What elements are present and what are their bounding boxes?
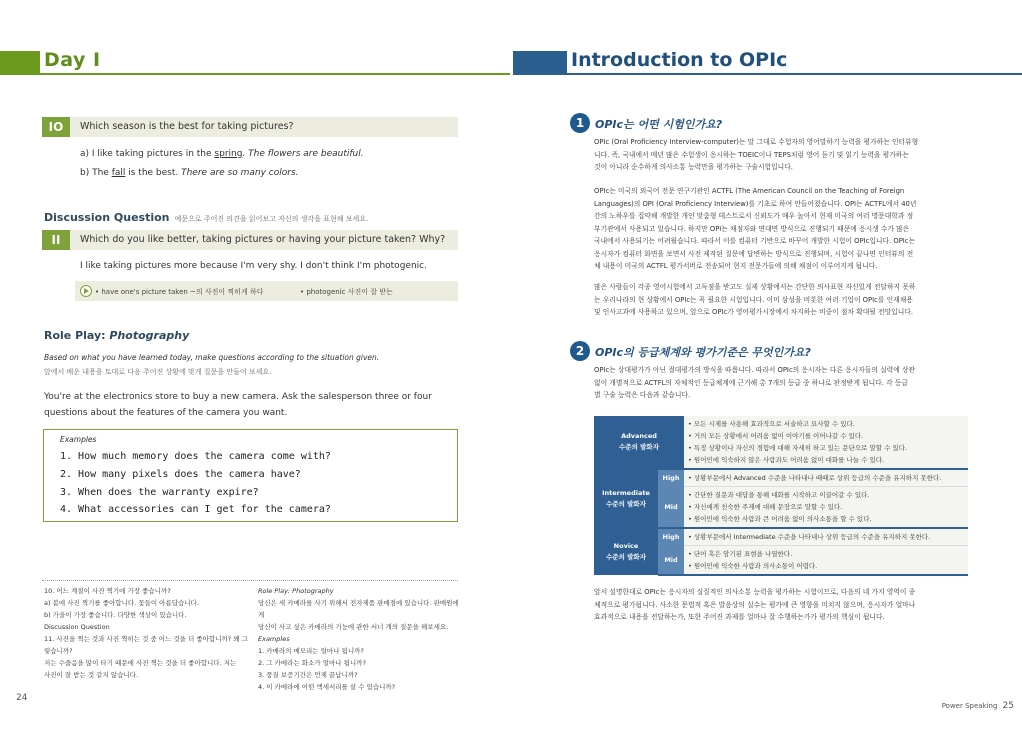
grade-desc-novice-high: • 상황부문에서 Intermediate 수준을 나타내나 상위 등급의 수준을 유지하지 못한다.	[684, 528, 968, 546]
footnote-line: 3. 품질 보증기간은 언제 끝납니까?	[258, 671, 358, 679]
example-4: 4. What accessories can I get for the camera?	[60, 504, 331, 515]
grade-label-novice: Novice 수준의 발화자	[594, 528, 658, 575]
roleplay-instruction-en: Based on what you have learned today, make questions according to the situation given.	[44, 353, 380, 362]
answer-a-keyword: spring	[214, 149, 243, 159]
footnote-line: 10. 어느 계절이 사진 찍기에 가장 좋습니까?	[44, 587, 171, 595]
grade-table	[594, 416, 968, 576]
footnote-line: 렇습니까?	[44, 647, 73, 655]
answer-a: a) I like taking pictures in the spring. The flowers are beautiful.	[80, 149, 364, 159]
section-2-conclusion: 앞서 설명한대로 OPIc는 응시자의 실질적인 의사소통 능력을 평가하는 시험이므로, 다음의 네 가지 영역이 종 체적으로 평가됩니다. 사소한 문법적 혹은 발음상의 실수는 평가에 큰 영향을 미치지 않으며, 응시자가 얼마나 효과적으로 내용을 전달하는가, 또한 주어진 과제를 얼마나 잘 수행하는가가 평가의 핵심이 됩니다.	[594, 588, 916, 621]
roleplay-situation-line-2: questions about the features of the camera you want.	[44, 408, 288, 418]
footer-brand: Power Speaking	[941, 702, 998, 710]
footnotes-column-2	[258, 585, 463, 693]
intro-header-bar	[513, 51, 567, 75]
sublevel-high: High	[658, 469, 684, 487]
footnote-line: Discussion Question	[44, 623, 110, 631]
page-number-right: 25	[1002, 701, 1014, 711]
grade-desc-novice-mid: • 단어 혹은 암기된 표현을 나열한다. • 원어민에 익숙한 사람과 의사소통이 어렵다.	[684, 546, 968, 576]
question-10-text: Which season is the best for taking pictures?	[80, 121, 294, 132]
intro-title: Introduction to OPIc	[571, 49, 788, 71]
day-header-rule	[40, 73, 510, 75]
vocab-item-1: • have one's picture taken ~의 사진이 찍히게 하다	[95, 288, 264, 296]
question-11-text: Which do you like better, taking pictures or having your picture taken? Why?	[80, 234, 446, 245]
section-1-number: 1	[570, 113, 590, 133]
roleplay-situation-line-1: You're at the electronics store to buy a new camera. Ask the salesperson three or four	[44, 392, 432, 402]
example-3: 3. When does the warranty expire?	[60, 487, 259, 498]
grade-desc-intermediate-high: • 상황부문에서 Advanced 수준을 나타내나 때때로 상위 등급의 수준을 유지하지 못한다.	[684, 469, 968, 487]
footnote-line: Role Play: Photography	[258, 587, 334, 595]
section-2-title: OPIc의 등급체계와 평가기준은 무엇인가요?	[595, 346, 811, 359]
footnote-divider	[42, 580, 458, 581]
answer-b: b) The fall is the best. There are so many colors.	[80, 168, 299, 178]
answer-b-keyword: fall	[111, 168, 126, 178]
section-1-paragraph-2: OPIc는 미국의 외국어 전문 연구기관인 ACTFL (The American Council on the Teaching of Foreign Languages)의 OPI (Oral Proficiency Interview)를 기초로 하여 만들어졌습니다. OPI는 ACTFL에서 40년 간의 노하우를 집약해 개발한 개인 맞춤형 테스트로서 신뢰도가 매우 높아서 현재 미국의 여러 명문대학과 정 부기관에서 사용되고 있습니다. 하지만 OPI는 채점자와 면대면 방식으로 진행되기 때문에 응시생 수가 많은 국내에서 사용되기는 어려웠습니다. 따라서 이를 컴퓨터 기반으로 바꾸어 개발한 시험이 OPIc입니다. OPIc는 응시자가 컴퓨터 화면을 보면서 사전 제작된 질문에 답변하는 방식으로 진행되며, 시험이 끝나면 인터뷰의 전 체 내용이 미국의 ACTFL 평가서버로 전송되어 현지 전문가들에 의해 채점이 이루어지게 됩니다.	[594, 187, 917, 270]
footnote-line: 저는 수줍음을 많이 타기 때문에 사진 찍는 것을 더 좋아합니다. 저는	[44, 659, 237, 667]
intro-header-rule	[567, 73, 1022, 75]
sublevel-mid: Mid	[658, 487, 684, 529]
section-1-title: OPIc는 어떤 시험인가요?	[595, 118, 723, 131]
footnote-line: b) 가을이 가장 좋습니다. 다양한 색상이 있습니다.	[44, 611, 187, 619]
grade-desc-advanced: • 모든 시제를 사용해 효과적으로 서술하고 묘사할 수 있다. • 거의 모든 상황에서 어려움 없이 이야기를 이어나갈 수 있다. • 특정 상황이나 자신의 경험에 대해 자세히 하고 있는 문단으로 말할 수 있다. • 원어민에 익숙하지 않은 사람과도 어려움 없이 대화를 나눌 수 있다.	[684, 416, 968, 469]
section-2-intro: OPIc는 상대평가가 아닌 절대평가의 방식을 따릅니다. 따라서 OPIc의 응시자는 다른 응시자들의 실력에 상관 없이 개별적으로 ACTFL의 자체적인 등급체계에 근거해 총 7개의 등급 중 하나로 판정받게 됩니다. 각 등급 별 구술 능력은 다음과 같습니다.	[594, 366, 916, 399]
footnote-line: 4. 이 카메라에 어떤 액세서리를 살 수 있습니까?	[258, 683, 396, 691]
section-1-paragraph-1: OPIc (Oral Proficiency Interview-computer)는 말 그대로 수험자의 영어말하기 능력을 평가하는 인터뷰형 니다. 즉, 국내에서 매년 많은 수험생이 응시하는 TOEIC이나 TEPS처럼 영어 듣기 및 읽기 능력을 평가하는 것이 아니라 순수하게 의사소통 능력만을 평가하는 구술시험입니다.	[594, 138, 919, 171]
footnote-line: 당신이 사고 싶은 카메라의 기능에 관한 서너 개의 질문을 해보세요.	[258, 623, 449, 631]
day-title: Day I	[44, 49, 101, 71]
footnote-line: 당신은 새 카메라를 사기 위해서 전자제품 판매점에 있습니다. 판매원에게	[258, 599, 459, 619]
sublevel-mid: Mid	[658, 546, 684, 576]
day-header-bar	[0, 51, 40, 75]
discussion-heading: Discussion Question 예문으로 주어진 의견을 읽어보고 자신의 생각을 표현해 보세요.	[44, 211, 369, 224]
grade-row-advanced	[594, 416, 968, 469]
question-11-number: II	[42, 230, 70, 250]
roleplay-instruction-ko: 앞에서 배운 내용을 토대로 다음 주어진 상황에 맞게 질문을 만들어 보세요.	[44, 368, 272, 376]
vocab-item-2: • photogenic 사진이 잘 받는	[300, 288, 393, 296]
play-audio-icon[interactable]	[80, 285, 92, 297]
section-1-paragraph-3: 많은 사람들이 각종 영어시험에서 고득점을 받고도 실제 상황에서는 간단한 의사표현 자신있게 전달하지 못하 는 우리나라의 현 상황에서 OPIc는 꼭 필요한 시험입니다. 이미 삼성을 비롯한 여러 기업이 OPIc를 인재채용 및 인사고과에 사용하고 있으며, 앞으로 OPIc가 영어평가시장에서 차지하는 비중이 점차 확대될 전망입니다.	[594, 283, 916, 316]
example-1: 1. How much memory does the camera come with?	[60, 451, 331, 462]
page-number-left: 24	[16, 693, 28, 703]
grade-row-novice-high	[594, 528, 968, 546]
grade-label-intermediate: Intermediate 수준의 발화자	[594, 469, 658, 528]
footnote-line: a) 봄에 사진 찍기를 좋아합니다. 꽃들이 아름답습니다.	[44, 599, 199, 607]
grade-desc-intermediate-mid: • 간단한 질문과 대답을 통해 대화를 시작하고 이끌어갈 수 있다. • 자신에게 친숙한 주제에 대해 문장으로 말할 수 있다. • 원어민에 익숙한 사람과 큰 어려움 없이 의사소통을 할 수 있다.	[684, 487, 968, 529]
grade-row-intermediate-high	[594, 469, 968, 487]
footnote-line: 1. 카메라의 메모리는 얼마나 됩니까?	[258, 647, 364, 655]
grade-label-advanced: Advanced 수준의 발화자	[594, 416, 684, 469]
page-footer-right	[942, 693, 1014, 712]
roleplay-heading: Role Play: Photography	[44, 329, 190, 342]
question-11-answer: I like taking pictures more because I'm very shy. I don't think I'm photogenic.	[80, 261, 427, 271]
question-10-number: IO	[42, 117, 70, 137]
footnotes-column-1	[44, 585, 254, 681]
sublevel-high: High	[658, 528, 684, 546]
footnote-line: 11. 사진을 찍는 것과 사진 찍히는 것 중 어느 것을 더 좋아합니까? 왜 그	[44, 635, 248, 643]
footnote-line: Examples	[258, 635, 290, 643]
footnote-line: 사진이 잘 받는 것 같지 않습니다.	[44, 671, 139, 679]
examples-label: Examples	[60, 435, 97, 444]
example-2: 2. How many pixels does the camera have?	[60, 469, 301, 480]
footnote-line: 2. 그 카메라는 화소가 얼마나 됩니까?	[258, 659, 366, 667]
section-2-number: 2	[570, 341, 590, 361]
